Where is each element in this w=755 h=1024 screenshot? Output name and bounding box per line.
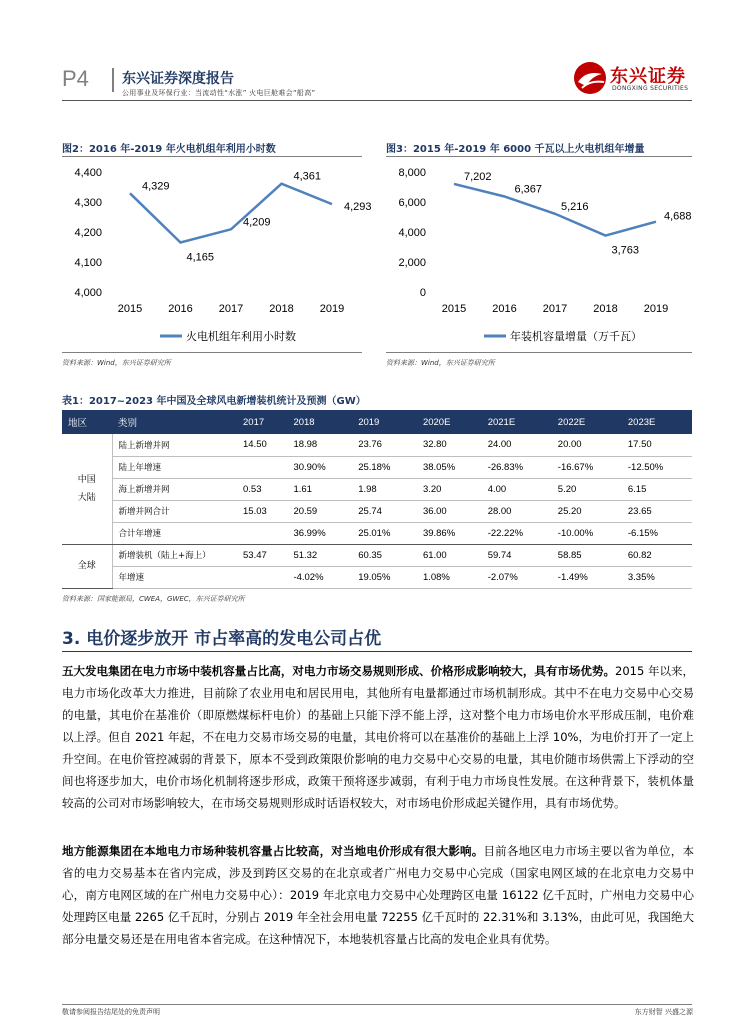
x-tick-label: 2015: [117, 303, 143, 315]
table-cell: 15.03: [237, 500, 287, 522]
table-header-cell: 2020E: [417, 410, 482, 434]
table-cell: 1.98: [352, 478, 417, 500]
figure3-line-chart: [386, 160, 692, 350]
table-row: [62, 566, 692, 588]
region-cell: 中国 大陆: [62, 434, 112, 544]
table-cell: [237, 456, 287, 478]
footer-slogan: 东方财智 兴盛之源: [634, 1008, 693, 1016]
row-label: 年增速: [112, 566, 237, 588]
table-cell: 3.20: [417, 478, 482, 500]
table-row: [62, 456, 692, 478]
table-cell: 36.99%: [287, 522, 352, 544]
table-row: [62, 434, 692, 456]
data-label: 4,361: [293, 170, 322, 183]
page-number: P4: [62, 66, 89, 91]
table-cell: 38.05%: [417, 456, 482, 478]
table-cell: -22.22%: [482, 522, 552, 544]
table-cell: 51.32: [287, 544, 352, 566]
table-header-cell: 2017: [237, 410, 287, 434]
table-cell: 23.65: [622, 500, 692, 522]
row-label: 新增装机（陆上+海上）: [112, 544, 237, 566]
data-label: 4,688: [664, 210, 692, 223]
figure2-caption: 图2：2016 年-2019 年火电机组年利用小时数: [62, 144, 276, 155]
table-cell: 17.50: [622, 434, 692, 456]
y-tick-label: 4,200: [74, 227, 102, 239]
table-header-cell: 2022E: [552, 410, 622, 434]
table-cell: 60.35: [352, 544, 417, 566]
table-header-cell: 2023E: [622, 410, 692, 434]
y-tick-label: 0: [419, 287, 426, 299]
header-rule: [62, 100, 692, 101]
table-row: [62, 522, 692, 544]
legend-label: 火电机组年利用小时数: [186, 330, 296, 343]
y-tick-label: 4,100: [74, 257, 102, 269]
table-cell: 25.18%: [352, 456, 417, 478]
table-cell: 1.08%: [417, 566, 482, 588]
legend-label: 年装机容量增量（万千瓦）: [510, 330, 642, 343]
figure2-caption-rule: [62, 156, 362, 157]
x-tick-label: 2015: [441, 303, 467, 315]
x-tick-label: 2017: [218, 303, 244, 315]
table-header-cell: 2021E: [482, 410, 552, 434]
wind-capacity-table: [62, 410, 692, 589]
x-tick-label: 2018: [593, 303, 618, 315]
table-header-cell: 地区: [62, 410, 112, 434]
table-row: [62, 478, 692, 500]
region-cell: 全球: [62, 544, 112, 588]
table-row: [62, 544, 692, 566]
data-label: 4,329: [142, 180, 170, 193]
paragraph-2-body: 目前各地区电力市场主要以省为单位，本省的电力交易基本在省内完成，涉及到跨区交易的在北京或者广州电力交易中心完成（国家电网区域的在北京电力交易中心，南方电网区域的在广州电力交易中心）：2019 年北京电力交易中心处理跨区电量 16122 亿千瓦时，广州电力交易中心处理跨区电量 2265 亿千瓦时，分别占 2019 年全社会用电量 72255 亿千瓦时的 22.31%和 3.13%，由此可见，我国绝大部分电量交易还是在用电省本省完成。在这种情况下，本地装机容量占比高的发电企业具有优势。: [62, 844, 694, 946]
table-cell: 25.74: [352, 500, 417, 522]
paragraph-1-lead: 五大发电集团在电力市场中装机容量占比高，对电力市场交易规则形成、价格形成影响较大，具有市场优势。: [62, 664, 615, 678]
row-label: 海上新增并网: [112, 478, 237, 500]
row-label: 陆上年增速: [112, 456, 237, 478]
table-cell: [237, 566, 287, 588]
figure3-caption: 图3：2015 年-2019 年 6000 千瓦以上火电机组年增量: [386, 144, 645, 155]
report-subtitle: 公用事业及环保行业：当流动性“水涨” 火电巨舱难会“船高”: [122, 89, 316, 97]
row-label: 合计年增速: [112, 522, 237, 544]
y-tick-label: 4,300: [74, 197, 102, 209]
paragraph-1: [62, 660, 694, 814]
x-tick-label: 2016: [168, 303, 193, 315]
table-cell: -2.07%: [482, 566, 552, 588]
data-label: 4,165: [186, 251, 215, 264]
y-tick-label: 2,000: [398, 257, 426, 269]
table-cell: 20.59: [287, 500, 352, 522]
y-tick-label: 6,000: [398, 197, 426, 209]
data-label: 4,293: [344, 201, 372, 214]
data-label: 6,367: [514, 183, 543, 196]
figure3-source: 资料来源：Wind，东兴证券研究所: [386, 359, 495, 367]
x-tick-label: 2019: [319, 303, 345, 315]
table-cell: 60.82: [622, 544, 692, 566]
paragraph-2: [62, 840, 694, 950]
table-cell: 4.00: [482, 478, 552, 500]
table-cell: 59.74: [482, 544, 552, 566]
table-cell: -12.50%: [622, 456, 692, 478]
x-tick-label: 2016: [492, 303, 517, 315]
table-cell: 5.20: [552, 478, 622, 500]
table-cell: 25.20: [552, 500, 622, 522]
figure2-source: 资料来源：Wind，东兴证券研究所: [62, 359, 171, 367]
company-logo: [572, 58, 694, 98]
data-label: 5,216: [561, 200, 589, 213]
section-title: 3. 电价逐步放开 市占率高的发电公司占优: [62, 629, 382, 649]
figure2-line-chart: [62, 160, 372, 350]
y-tick-label: 4,000: [74, 287, 102, 299]
figure3-caption-rule: [386, 156, 692, 157]
table-cell: -4.02%: [287, 566, 352, 588]
table-cell: -26.83%: [482, 456, 552, 478]
table-cell: 23.76: [352, 434, 417, 456]
table-cell: [237, 522, 287, 544]
logo-english: DONGXING SECURITIES: [612, 85, 689, 92]
paragraph-1-body: 2015 年以来，电力市场化改革大力推进，目前除了农业用电和居民用电，其他所有电量都通过市场机制形成。其中不在电力交易中心交易的电量，其电价在基准价（即原燃煤标杆电价）的基础上只能下浮不能上浮，这对整个电力市场电价水平形成压制，电价难以上浮。但自 2021 年起，不在电力交易市场交易的电量，其电价将可以在基准价的基础上上浮 10%，为电价打开了一定上升空间。在电价管控减弱的背景下，原本不受到政策限价影响的电力交易中心交易的电量，其电价随市场供需上下浮动的空间也将逐步加大，电价市场化机制将逐步形成，政策干预将逐步减弱，有利于电力市场良性发展。在这种背景下，装机体量较高的公司对市场影响较大，在市场交易规则形成时话语权较大，对市场电价形成起关键作用，具有市场优势。: [62, 664, 695, 810]
row-label: 新增并网合计: [112, 500, 237, 522]
paragraph-2-lead: 地方能源集团在本地电力市场种装机容量占比较高，对当地电价形成有很大影响。: [62, 844, 484, 858]
table1-source: 资料来源：国家能源局，CWEA，GWEC，东兴证券研究所: [62, 595, 245, 603]
footer-rule: [62, 1004, 692, 1005]
table-cell: 25.01%: [352, 522, 417, 544]
table-cell: 6.15: [622, 478, 692, 500]
report-title: 东兴证券深度报告: [122, 71, 234, 87]
table-cell: -16.67%: [552, 456, 622, 478]
header-divider: [112, 68, 114, 92]
series-line: [130, 184, 332, 243]
row-label: 陆上新增并网: [112, 434, 237, 456]
table-cell: -1.49%: [552, 566, 622, 588]
data-label: 7,202: [464, 170, 492, 183]
table-row: [62, 500, 692, 522]
table-cell: 39.86%: [417, 522, 482, 544]
table-cell: 19.05%: [352, 566, 417, 588]
data-label: 3,763: [611, 244, 640, 257]
table-header-row: [62, 410, 692, 434]
table-cell: 18.98: [287, 434, 352, 456]
table-header-cell: 2018: [287, 410, 352, 434]
y-tick-label: 4,000: [398, 227, 426, 239]
table-cell: 30.90%: [287, 456, 352, 478]
figure2-bottom-rule: [62, 352, 362, 353]
data-label: 4,209: [243, 216, 271, 229]
table-cell: 1.61: [287, 478, 352, 500]
table-header-cell: 2019: [352, 410, 417, 434]
table-cell: 61.00: [417, 544, 482, 566]
table-cell: 32.80: [417, 434, 482, 456]
x-tick-label: 2018: [269, 303, 294, 315]
y-tick-label: 4,400: [74, 167, 102, 179]
table-cell: 0.53: [237, 478, 287, 500]
table1-caption: 表1：2017~2023 年中国及全球风电新增装机统计及预测（GW）: [62, 396, 366, 407]
page-header: [0, 0, 755, 110]
series-line: [454, 184, 656, 236]
table-cell: -10.00%: [552, 522, 622, 544]
x-tick-label: 2019: [643, 303, 669, 315]
table-cell: -6.15%: [622, 522, 692, 544]
table-cell: 14.50: [237, 434, 287, 456]
section-rule: [62, 651, 692, 652]
table-cell: 58.85: [552, 544, 622, 566]
table-cell: 3.35%: [622, 566, 692, 588]
y-tick-label: 8,000: [398, 167, 426, 179]
table-cell: 20.00: [552, 434, 622, 456]
table-cell: 24.00: [482, 434, 552, 456]
figure3-bottom-rule: [386, 352, 692, 353]
table-header-cell: 类别: [112, 410, 237, 434]
table-cell: 53.47: [237, 544, 287, 566]
logo-mark-icon: [572, 60, 608, 96]
logo-text: 东兴证券: [610, 66, 686, 87]
table-cell: 28.00: [482, 500, 552, 522]
footer-disclaimer: 敬请参阅报告结尾处的免责声明: [62, 1008, 160, 1016]
table-cell: 36.00: [417, 500, 482, 522]
x-tick-label: 2017: [542, 303, 568, 315]
